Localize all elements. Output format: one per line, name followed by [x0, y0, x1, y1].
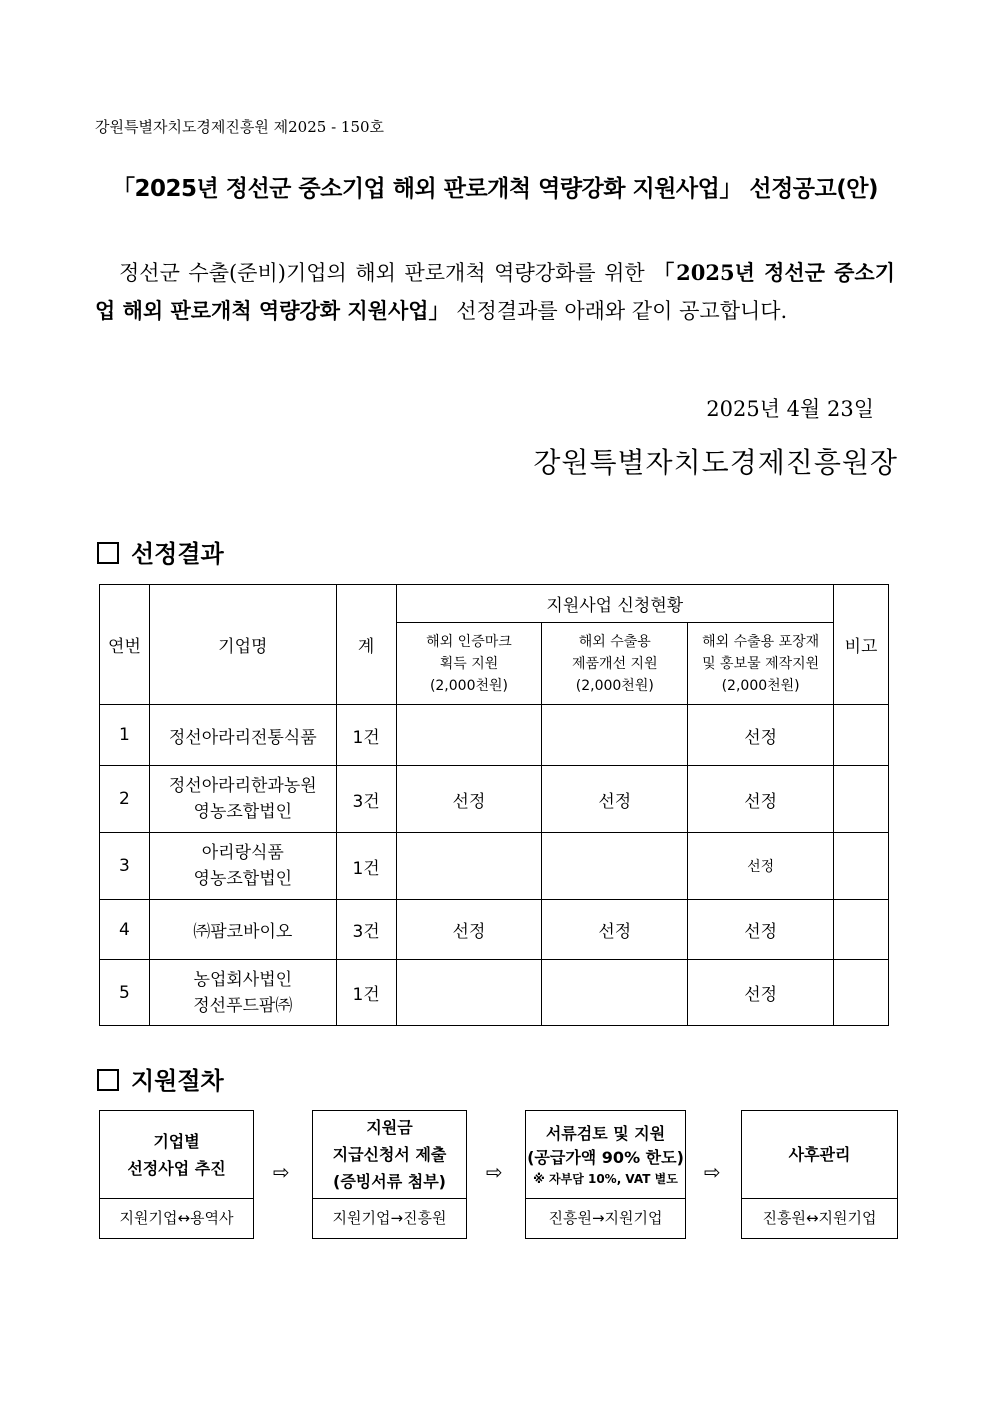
flow-step-1-content: [100, 1111, 253, 1199]
header-col2-line3: (2,000천원): [575, 677, 654, 694]
cell-remark: [834, 900, 889, 960]
header-company: 기업명: [149, 585, 336, 705]
flow-step-1: [99, 1110, 254, 1239]
section-procedure-heading: [97, 1061, 224, 1096]
document-number: 강원특별자치도경제진흥원 제2025 - 150호: [95, 118, 385, 136]
cell-col2: 선정: [542, 766, 688, 833]
flow-step-4-content: [742, 1111, 897, 1199]
section-procedure-title: 지원절차: [131, 1067, 224, 1095]
cell-company: [149, 960, 336, 1026]
header-col1-line2: 획득 지원: [439, 655, 499, 672]
cell-col2: [542, 705, 688, 766]
flow-step-3-line1: 서류검토 및 지원: [545, 1123, 666, 1143]
cell-remark: [834, 960, 889, 1026]
section-results-heading: [97, 534, 224, 569]
cell-no: 3: [100, 833, 150, 900]
flow-step-2-line3: (증빙서류 첨부): [333, 1172, 446, 1191]
header-col3-line2: 및 홍보물 제작지원: [702, 655, 820, 672]
cell-no: 2: [100, 766, 150, 833]
flow-step-2-content: [313, 1111, 466, 1199]
cell-col3: 선정: [688, 766, 834, 833]
announcement-body: [95, 254, 895, 330]
header-col2-line1: 해외 수출용: [578, 633, 651, 650]
cell-col1: 선정: [396, 766, 542, 833]
cell-col1: 선정: [396, 900, 542, 960]
header-col3-line3: (2,000천원): [721, 677, 800, 694]
flow-step-2-actor: 지원기업→진흥원: [332, 1209, 447, 1227]
table-row: [100, 960, 889, 1026]
results-table: [99, 584, 889, 1026]
header-col1: [396, 623, 542, 705]
header-col3-line1: 해외 수출용 포장재: [702, 633, 820, 650]
cell-total: 3건: [336, 766, 396, 833]
header-group: 지원사업 신청현황: [396, 585, 833, 623]
cell-no: 4: [100, 900, 150, 960]
flow-step-4-actor: 진흥원↔지원기업: [762, 1209, 877, 1227]
cell-col1: [396, 705, 542, 766]
cell-total: 1건: [336, 833, 396, 900]
company-line2: 정선푸드팜㈜: [193, 995, 293, 1016]
cell-total: 3건: [336, 900, 396, 960]
header-total: 계: [336, 585, 396, 705]
cell-col3: 선정: [688, 833, 834, 900]
company-line1: 정선아라리한과농원: [168, 776, 317, 796]
cell-no: 1: [100, 705, 150, 766]
signer-name: 강원특별자치도경제진흥원장: [533, 446, 898, 479]
cell-col2: [542, 833, 688, 900]
cell-col1: [396, 960, 542, 1026]
cell-company: [149, 900, 336, 960]
body-bold-title: 「2025년 정선군 중소기업 해외 판로개척 역량강화 지원사업」: [95, 260, 895, 323]
flow-arrow-icon: ⇨: [486, 1160, 503, 1184]
table-row: [100, 766, 889, 833]
cell-company: [149, 766, 336, 833]
flow-arrow-icon: ⇨: [704, 1160, 721, 1184]
table-row: [100, 900, 889, 960]
header-remark: 비고: [834, 585, 889, 705]
cell-total: 1건: [336, 705, 396, 766]
flow-step-4-line1: 사후관리: [788, 1145, 851, 1164]
flow-arrow-icon: ⇨: [273, 1160, 290, 1184]
checkbox-square-icon: [97, 542, 119, 564]
cell-remark: [834, 705, 889, 766]
flow-step-3-note: ※ 자부담 10%, VAT 별도: [533, 1171, 678, 1186]
flow-step-3-actor: 진흥원→지원기업: [548, 1209, 663, 1227]
cell-col2: [542, 960, 688, 1026]
company-line1: 농업회사법인: [193, 969, 293, 990]
table-row: [100, 833, 889, 900]
flow-step-1-line2: 선정사업 추진: [127, 1158, 226, 1178]
cell-col2: 선정: [542, 900, 688, 960]
cell-remark: [834, 833, 889, 900]
header-col2: [542, 623, 688, 705]
cell-total: 1건: [336, 960, 396, 1026]
page-title: 「2025년 정선군 중소기업 해외 판로개척 역량강화 지원사업」 선정공고(안): [112, 176, 878, 202]
flow-step-4: [741, 1110, 898, 1239]
cell-col3: 선정: [688, 705, 834, 766]
flow-step-3-line2: (공급가액 90% 한도): [527, 1147, 684, 1167]
header-no: 연번: [100, 585, 150, 705]
cell-col3: 선정: [688, 960, 834, 1026]
cell-col3: 선정: [688, 900, 834, 960]
announcement-date: 2025년 4월 23일: [706, 397, 874, 421]
section-results-title: 선정결과: [131, 540, 224, 568]
company-line2: 영농조합법인: [193, 869, 293, 889]
header-col3: [688, 623, 834, 705]
checkbox-square-icon: [97, 1069, 119, 1091]
cell-remark: [834, 766, 889, 833]
flow-step-2-line2: 지급신청서 제출: [332, 1145, 447, 1164]
company-line1: ㈜팜코바이오: [193, 922, 293, 942]
company-line1: 아리랑식품: [201, 843, 284, 863]
header-col2-line2: 제품개선 지원: [572, 655, 658, 672]
body-part2: 선정결과를 아래와 같이 공고합니다.: [456, 299, 788, 323]
cell-col1: [396, 833, 542, 900]
company-line2: 영농조합법인: [193, 802, 293, 822]
cell-company: [149, 833, 336, 900]
body-part1: 정선군 수출(준비)기업의 해외 판로개척 역량강화를 위한: [119, 261, 645, 285]
table-row: [100, 705, 889, 766]
flow-step-2-line1: 지원금: [366, 1118, 413, 1137]
flow-step-2: [312, 1110, 467, 1239]
company-line1: 정선아라리전통식품: [168, 727, 317, 748]
header-col1-line1: 해외 인증마크: [426, 633, 512, 650]
cell-company: [149, 705, 336, 766]
flow-step-3-content: [526, 1111, 685, 1199]
header-col1-line3: (2,000천원): [429, 677, 508, 694]
cell-no: 5: [100, 960, 150, 1026]
flow-step-3: [525, 1110, 686, 1239]
flow-step-1-actor: 지원기업↔용역사: [119, 1209, 234, 1227]
flow-step-1-line1: 기업별: [153, 1131, 200, 1151]
